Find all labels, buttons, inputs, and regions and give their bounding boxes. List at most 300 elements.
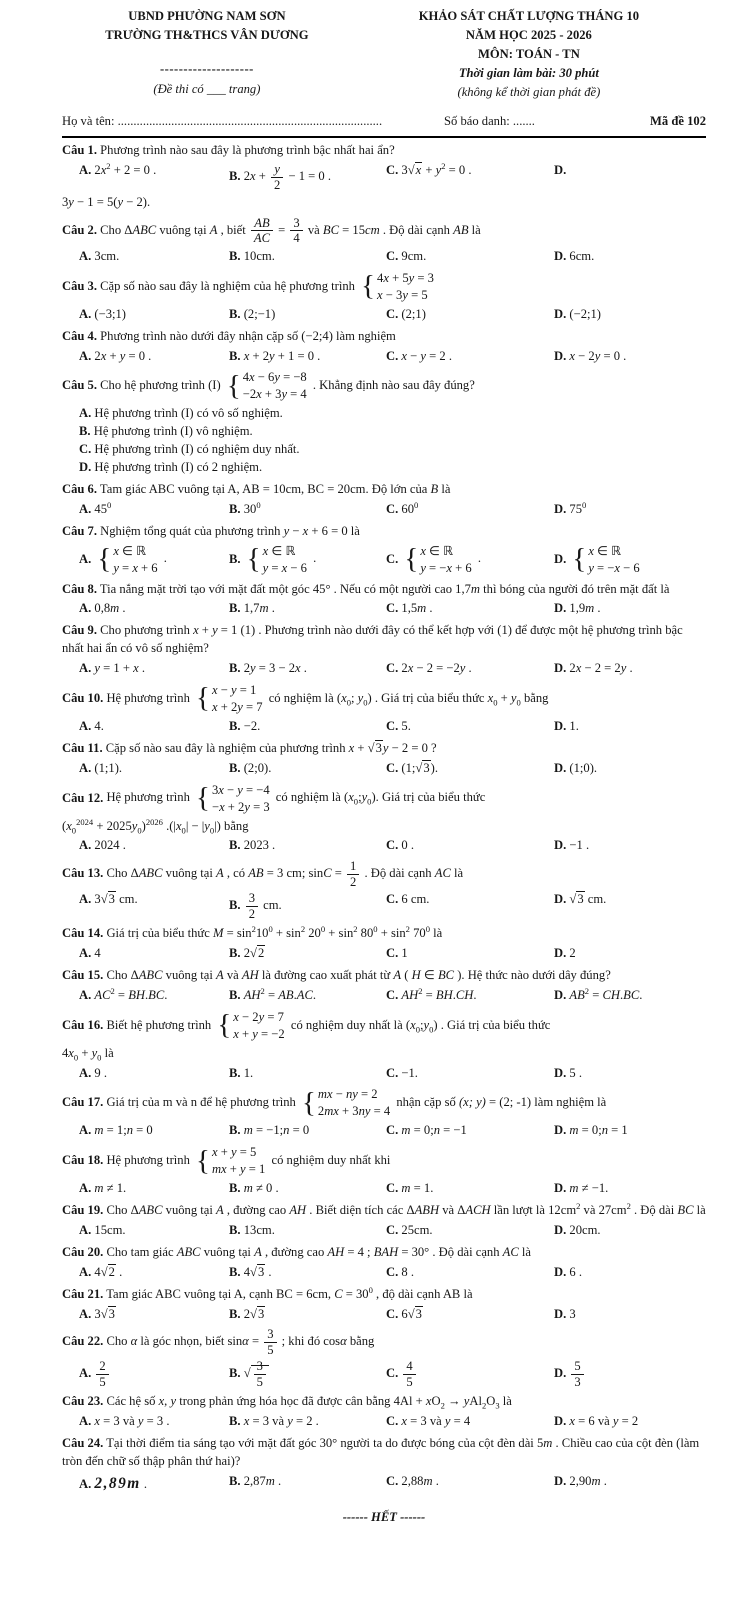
question-number: Câu 16. xyxy=(62,1017,104,1032)
option-letter: D. xyxy=(554,1223,567,1238)
question-14 xyxy=(62,925,706,963)
q6-option-B xyxy=(229,501,386,519)
option-letter: A. xyxy=(79,892,92,907)
q13-option-C xyxy=(386,891,554,909)
option-value: 1. xyxy=(243,1065,254,1080)
question-number: Câu 21. xyxy=(62,1286,104,1301)
option-value: 3√3 cm. xyxy=(94,892,138,907)
q13-option-D xyxy=(554,891,706,909)
option-value: 20cm. xyxy=(569,1223,601,1238)
option-value: m = −1;n = 0 xyxy=(243,1123,310,1138)
question-extra-line: 3y − 1 = 5(y − 2). xyxy=(62,195,151,210)
question-23 xyxy=(62,1393,706,1431)
q23-option-C xyxy=(386,1413,554,1431)
option-value: x = 3 và y = 3 . xyxy=(94,1414,170,1429)
option-value: 6cm. xyxy=(569,248,595,263)
q15-option-C xyxy=(386,987,554,1005)
q3-option-C xyxy=(386,306,554,324)
q5-option-C xyxy=(79,441,706,459)
question-number: Câu 2. xyxy=(62,222,97,237)
question-body xyxy=(62,270,706,304)
question-body xyxy=(62,740,706,758)
option-value: 13cm. xyxy=(243,1223,275,1238)
question-body xyxy=(62,967,706,985)
option-value: √3 cm. xyxy=(569,892,607,907)
option-value: (−3;1) xyxy=(94,306,126,321)
question-number: Câu 20. xyxy=(62,1244,104,1259)
q4-option-B xyxy=(229,348,386,366)
answer-options xyxy=(62,1122,706,1140)
q16-option-A xyxy=(79,1065,229,1083)
answer-options xyxy=(62,1413,706,1431)
question-2 xyxy=(62,216,706,266)
option-letter: D. xyxy=(554,1473,567,1488)
header-issuer-block xyxy=(62,7,352,101)
option-value: (1;1). xyxy=(94,760,123,775)
question-body xyxy=(62,1009,706,1043)
option-letter: C. xyxy=(386,987,399,1002)
question-body xyxy=(62,1435,706,1471)
option-value: Hệ phương trình (I) có 2 nghiệm. xyxy=(94,460,263,475)
question-text: Cho hệ phương trình (I) { 4x − 6y = −8 −2x + 3y = 4 . Khẳng định nào sau đây đúng? xyxy=(100,369,475,402)
option-letter: A. xyxy=(79,306,92,321)
option-value: −2. xyxy=(243,718,261,733)
q18-option-A xyxy=(79,1180,229,1198)
option-value: 2023 . xyxy=(243,838,276,853)
option-letter: C. xyxy=(386,718,399,733)
option-letter: C. xyxy=(386,661,399,676)
q11-option-A xyxy=(79,760,229,778)
q3-option-B xyxy=(229,306,386,324)
option-letter: A. xyxy=(79,1264,92,1279)
answer-options xyxy=(62,718,706,736)
option-value: 6√3 xyxy=(401,1306,422,1321)
q5-option-A xyxy=(79,405,706,423)
q12-option-C xyxy=(386,837,554,855)
answer-options xyxy=(62,891,706,921)
option-value: (−2;1) xyxy=(569,306,601,321)
q6-option-C xyxy=(386,501,554,519)
option-letter: B. xyxy=(79,424,91,439)
q8-option-A xyxy=(79,600,229,618)
question-7 xyxy=(62,523,706,577)
option-value: 0,8m . xyxy=(94,601,126,616)
option-value: 1,9m . xyxy=(569,601,601,616)
option-letter: A. xyxy=(79,348,92,363)
question-11 xyxy=(62,740,706,778)
option-letter: D. xyxy=(554,718,567,733)
question-body xyxy=(62,1244,706,1262)
option-letter: A. xyxy=(79,1065,92,1080)
q7-option-A xyxy=(79,543,229,577)
q15-option-B xyxy=(229,987,386,1005)
option-value: $AB^2 = CH.BC$. xyxy=(569,985,643,1002)
option-value: m = 0;n = −1 xyxy=(401,1123,467,1138)
answer-options xyxy=(62,1065,706,1083)
question-number: Câu 10. xyxy=(62,690,104,705)
q11-option-C xyxy=(386,760,554,778)
option-value: m = 0;n = 1 xyxy=(569,1123,628,1138)
answer-options xyxy=(62,405,706,477)
question-number: Câu 8. xyxy=(62,581,97,596)
option-value: 4√3 . xyxy=(243,1264,272,1279)
q3-option-D xyxy=(554,306,706,324)
q20-option-A xyxy=(79,1264,229,1282)
q12-option-D xyxy=(554,837,706,855)
option-value: 1,5m . xyxy=(401,601,433,616)
question-text: Cặp số nào sau đây là nghiệm của hệ phương trình { 4x + 5y = 3 x − 3y = 5 xyxy=(100,270,434,303)
option-letter: B. xyxy=(229,1473,241,1488)
option-letter: B. xyxy=(229,1223,241,1238)
issuer-line-1: UBND PHƯỜNG NAM SƠN xyxy=(128,9,286,23)
option-value: 4. xyxy=(94,718,104,733)
answer-options xyxy=(62,306,706,324)
answer-options xyxy=(62,1222,706,1240)
question-number: Câu 14. xyxy=(62,926,104,941)
answer-options xyxy=(62,1359,706,1389)
option-value: $AH^2 = BH.CH$. xyxy=(401,985,477,1002)
option-letter: D. xyxy=(554,1366,567,1381)
q7-option-C xyxy=(386,543,554,577)
q14-option-A xyxy=(79,945,229,963)
option-letter: A. xyxy=(79,760,92,775)
question-4 xyxy=(62,328,706,366)
option-letter: A. xyxy=(79,1181,92,1196)
option-letter: C. xyxy=(386,1065,399,1080)
option-letter: B. xyxy=(229,898,241,913)
question-body xyxy=(62,481,706,499)
option-letter: A. xyxy=(79,946,92,961)
option-letter: B. xyxy=(229,1306,241,1321)
option-letter: C. xyxy=(386,1223,399,1238)
option-value: $3√x + y^2 = 0$ . xyxy=(401,161,472,178)
option-letter: C. xyxy=(386,946,399,961)
question-number: Câu 11. xyxy=(62,740,103,755)
q8-option-D xyxy=(554,600,706,618)
option-letter: D. xyxy=(554,348,567,363)
option-letter: C. xyxy=(386,348,399,363)
subject-line: MÔN: TOÁN - TN xyxy=(477,46,580,61)
exam-title: KHẢO SÁT CHẤT LƯỢNG THÁNG 10 xyxy=(418,9,640,23)
question-text: Giá trị của m và n để hệ phương trình { mx − ny = 2 2mx + 3ny = 4 nhận cặp số (x; y) = (2; -1) làm nghiệm là xyxy=(106,1086,607,1119)
issuer-line-2: TRƯỜNG TH&THCS VÂN DƯƠNG xyxy=(105,27,309,42)
q17-option-D xyxy=(554,1122,706,1140)
question-body xyxy=(62,925,706,943)
q11-option-B xyxy=(229,760,386,778)
option-value: $45^0$ xyxy=(94,499,112,516)
option-value: m ≠ 1. xyxy=(94,1181,127,1196)
q2-option-D xyxy=(554,248,706,266)
option-letter: B. xyxy=(229,838,241,853)
q2-option-B xyxy=(229,248,386,266)
question-8 xyxy=(62,581,706,619)
question-body xyxy=(62,622,706,658)
q21-option-B xyxy=(229,1306,386,1324)
option-letter: B. xyxy=(229,1414,241,1429)
q16-option-C xyxy=(386,1065,554,1083)
option-value: 2,90m . xyxy=(569,1473,607,1488)
question-text: Cho ΔABC vuông tại A , có AB = 3 cm; sinC = $\frac{1}{2}$ . Độ dài cạnh AC là xyxy=(106,859,464,889)
answer-options xyxy=(62,1180,706,1198)
q1-option-D xyxy=(554,162,706,180)
option-letter: C. xyxy=(386,1123,399,1138)
option-letter: A. xyxy=(79,406,92,421)
q5-option-D xyxy=(79,459,706,477)
question-number: Câu 24. xyxy=(62,1436,104,1451)
option-letter: D. xyxy=(79,460,92,475)
option-letter: D. xyxy=(554,838,567,853)
option-letter: C. xyxy=(386,551,399,566)
q23-option-A xyxy=(79,1413,229,1431)
option-letter: B. xyxy=(229,601,241,616)
question-text: Các hệ số x, y trong phản ứng hóa học đã được cân bằng $4Al + xO_2 \to yAl_2O_3$ là xyxy=(106,1394,512,1411)
option-letter: D. xyxy=(554,601,567,616)
question-1 xyxy=(62,142,706,212)
question-15 xyxy=(62,967,706,1005)
q2-option-A xyxy=(79,248,229,266)
option-value: 2x − 2 = −2y . xyxy=(401,661,472,676)
q6-option-D xyxy=(554,501,706,519)
option-value: (2;0). xyxy=(243,760,272,775)
question-number: Câu 4. xyxy=(62,328,97,343)
option-value: $AH^2 = AB.AC$. xyxy=(243,985,316,1002)
option-letter: D. xyxy=(554,1181,567,1196)
q24-option-A xyxy=(79,1473,229,1495)
question-body xyxy=(62,142,706,160)
question-text: Cho ΔABC vuông tại A , biết $\frac{AB}{AC}$ = $\frac{3}{4}$ và BC = 15cm . Độ dài cạnh AB là xyxy=(100,216,481,246)
q2-option-C xyxy=(386,248,554,266)
q23-option-B xyxy=(229,1413,386,1431)
option-letter: A. xyxy=(79,661,92,676)
q13-option-A xyxy=(79,891,229,909)
question-body xyxy=(62,1202,706,1220)
questions-list xyxy=(62,142,706,1494)
option-value: 25cm. xyxy=(401,1223,433,1238)
option-value: x = 3 và y = 2 . xyxy=(243,1414,319,1429)
q10-option-C xyxy=(386,718,554,736)
option-letter: A. xyxy=(79,248,92,263)
option-value: x + 2y + 1 = 0 . xyxy=(243,348,321,363)
option-letter: B. xyxy=(229,169,241,184)
option-value: 8 . xyxy=(401,1264,414,1279)
question-text: Cho tam giác ABC vuông tại A , đường cao AH = 4 ; BAH = 30° . Độ dài cạnh AC là xyxy=(106,1244,532,1259)
option-value: 4√2 . xyxy=(94,1264,123,1279)
q13-option-B xyxy=(229,891,386,921)
option-letter: B. xyxy=(229,306,241,321)
option-letter: B. xyxy=(229,551,241,566)
q21-option-C xyxy=(386,1306,554,1324)
option-letter: D. xyxy=(554,1306,567,1321)
option-value: { x ∈ ℝ y = x − 6 . xyxy=(246,543,317,576)
question-body xyxy=(62,1086,706,1120)
option-value: Hệ phương trình (I) có nghiệm duy nhất. xyxy=(94,442,300,457)
option-letter: D. xyxy=(554,1264,567,1279)
option-value: { x ∈ ℝ y = x + 6 . xyxy=(97,543,167,576)
question-number: Câu 9. xyxy=(62,623,97,638)
question-24 xyxy=(62,1435,706,1495)
option-letter: D. xyxy=(554,163,567,178)
question-number: Câu 17. xyxy=(62,1095,104,1110)
question-body xyxy=(62,581,706,599)
question-text: Tam giác ABC vuông tại A, AB = 10cm, BC = 20cm. Độ lớn của B là xyxy=(99,481,451,496)
q18-option-D xyxy=(554,1180,706,1198)
option-value: $\frac{5}{3}$ xyxy=(569,1366,585,1380)
q9-option-B xyxy=(229,660,386,678)
answer-options xyxy=(62,660,706,678)
question-text: Phương trình nào sau đây là phương trình bậc nhất hai ẩn? xyxy=(100,143,395,158)
answer-options xyxy=(62,348,706,366)
q14-option-D xyxy=(554,945,706,963)
option-value: 1. xyxy=(569,718,579,733)
question-text: Giá trị của biểu thức $M = \sin^210^0 + \sin^2 20^0 + \sin^2 80^0 + \sin^2 70^0$ là xyxy=(106,924,443,941)
option-letter: C. xyxy=(79,442,92,457)
option-value: (2;−1) xyxy=(243,306,276,321)
option-letter: B. xyxy=(229,348,241,363)
option-letter: C. xyxy=(386,501,399,516)
question-text: Cho phương trình x + y = 1 (1) . Phương trình nào dưới đây có thể kết hợp với (1) để được một hệ phương trình bậc nhất hai ẩn có vô số nghiệm? xyxy=(62,623,683,656)
option-value: 9cm. xyxy=(401,248,427,263)
question-number: Câu 22. xyxy=(62,1334,104,1349)
question-number: Câu 18. xyxy=(62,1153,104,1168)
option-letter: B. xyxy=(229,718,241,733)
option-letter: A. xyxy=(79,163,92,178)
option-value: $\frac{3}{2}$ cm. xyxy=(244,898,282,912)
question-number: Câu 6. xyxy=(62,481,97,496)
option-letter: D. xyxy=(554,892,567,907)
option-letter: C. xyxy=(386,1181,399,1196)
question-number: Câu 23. xyxy=(62,1394,104,1409)
option-value: m ≠ 0 . xyxy=(243,1181,279,1196)
option-value: 3√3 xyxy=(94,1306,115,1321)
question-number: Câu 19. xyxy=(62,1203,104,1218)
header-divider-dashes: -------------------- xyxy=(159,61,254,76)
q14-option-C xyxy=(386,945,554,963)
q17-option-A xyxy=(79,1122,229,1140)
q1-option-A xyxy=(79,162,229,180)
option-value: Hệ phương trình (I) có vô số nghiệm. xyxy=(94,406,283,421)
q17-option-B xyxy=(229,1122,386,1140)
question-21 xyxy=(62,1286,706,1324)
question-text: Tại thời điểm tia sáng tạo với mặt đất góc 30° người ta do được bóng của cột đèn dài 5m . Chiều cao của cột đèn (làm tròn đến chữ số thập phân thứ hai)? xyxy=(62,1436,700,1468)
question-5 xyxy=(62,369,706,477)
option-value: $\frac{2}{5}$ xyxy=(94,1366,110,1380)
exam-header xyxy=(62,7,706,101)
q9-option-D xyxy=(554,660,706,678)
question-number: Câu 1. xyxy=(62,143,97,158)
q12-option-A xyxy=(79,837,229,855)
option-letter: D. xyxy=(554,760,567,775)
option-value: { x ∈ ℝ y = −x + 6 . xyxy=(404,543,482,576)
option-value: y = 1 + x . xyxy=(94,661,145,676)
option-letter: B. xyxy=(229,1181,241,1196)
q8-option-C xyxy=(386,600,554,618)
option-letter: C. xyxy=(386,838,399,853)
option-letter: A. xyxy=(79,1476,92,1491)
question-body xyxy=(62,216,706,246)
q5-option-B xyxy=(79,423,706,441)
q6-option-A xyxy=(79,501,229,519)
option-value: m = 1;n = 0 xyxy=(94,1123,153,1138)
option-letter: D. xyxy=(554,501,567,516)
option-letter: A. xyxy=(79,838,92,853)
q14-option-B xyxy=(229,945,386,963)
question-text: Cho ΔABC vuông tại A , đường cao AH . Biết diện tích các ΔABH và ΔACH lần lượt là $12cm^2$ và $27cm^2$ . Độ dài BC là xyxy=(106,1201,706,1218)
option-value: Hệ phương trình (I) vô nghiệm. xyxy=(93,424,253,439)
q9-option-A xyxy=(79,660,229,678)
question-text: Cho α là góc nhọn, biết sinα = $\frac{3}{5}$ ; khi đó cosα bằng xyxy=(106,1327,375,1357)
option-letter: B. xyxy=(229,760,241,775)
option-letter: D. xyxy=(554,1414,567,1429)
option-letter: C. xyxy=(386,1414,399,1429)
q21-option-A xyxy=(79,1306,229,1324)
option-value: x − y = 2 . xyxy=(401,348,452,363)
option-letter: C. xyxy=(386,892,399,907)
q12-option-B xyxy=(229,837,386,855)
q1-option-C xyxy=(386,162,554,180)
q18-option-C xyxy=(386,1180,554,1198)
option-value: 4 xyxy=(94,946,101,961)
option-letter: D. xyxy=(554,1065,567,1080)
question-18 xyxy=(62,1144,706,1198)
q19-option-B xyxy=(229,1222,386,1240)
time-limit-note-2: (không kể thời gian phát đề) xyxy=(457,84,601,99)
question-13 xyxy=(62,859,706,921)
option-letter: B. xyxy=(229,248,241,263)
option-value: m ≠ −1. xyxy=(569,1181,609,1196)
q4-option-A xyxy=(79,348,229,366)
question-number: Câu 13. xyxy=(62,866,104,881)
option-value: $\frac{4}{5}$ xyxy=(401,1366,417,1380)
option-value: $AC^2 = BH.BC$. xyxy=(94,985,168,1002)
q16-option-B xyxy=(229,1065,386,1083)
q19-option-C xyxy=(386,1222,554,1240)
header-exam-block xyxy=(352,7,706,101)
pages-note: (Đề thi có ___ trang) xyxy=(153,81,261,96)
option-value: 3 xyxy=(569,1306,576,1321)
answer-options xyxy=(62,501,706,519)
option-value: 5 . xyxy=(569,1065,582,1080)
q22-option-C xyxy=(386,1359,554,1389)
question-19 xyxy=(62,1202,706,1240)
question-extra-line: $(x_0^{2024} + 2025y_0)^{2026}$ $.(|x_0| - |y_0|)$ bằng xyxy=(62,816,249,836)
option-value: 10cm. xyxy=(243,248,275,263)
q20-option-B xyxy=(229,1264,386,1282)
q18-option-B xyxy=(229,1180,386,1198)
option-value: 9 . xyxy=(94,1065,107,1080)
option-value: (2;1) xyxy=(401,306,426,321)
option-letter: B. xyxy=(229,1065,241,1080)
question-17 xyxy=(62,1086,706,1140)
q22-option-D xyxy=(554,1359,706,1389)
question-12 xyxy=(62,782,706,856)
q22-option-B xyxy=(229,1359,386,1389)
option-letter: C. xyxy=(386,1366,399,1381)
question-body xyxy=(62,369,706,403)
q7-option-B xyxy=(229,543,386,577)
option-letter: C. xyxy=(386,306,399,321)
option-value: x = 3 và y = 4 xyxy=(401,1414,471,1429)
q4-option-D xyxy=(554,348,706,366)
option-value: (1;0). xyxy=(569,760,598,775)
option-letter: D. xyxy=(554,248,567,263)
option-letter: D. xyxy=(554,987,567,1002)
candidate-name-field xyxy=(62,113,444,131)
question-16 xyxy=(62,1009,706,1083)
option-value: 2√2 xyxy=(243,946,265,961)
option-value: 2,87m . xyxy=(243,1473,282,1488)
q9-option-C xyxy=(386,660,554,678)
option-value: 0 . xyxy=(401,838,414,853)
